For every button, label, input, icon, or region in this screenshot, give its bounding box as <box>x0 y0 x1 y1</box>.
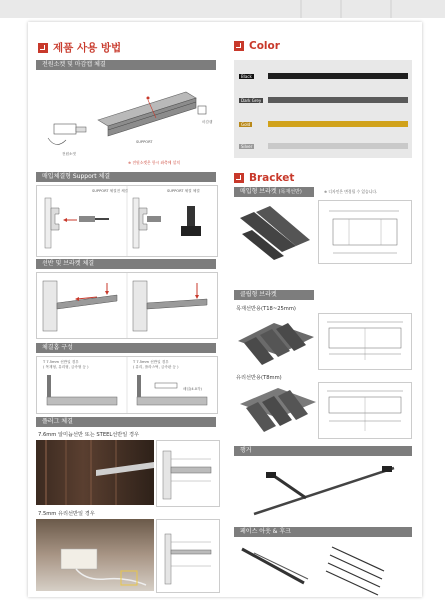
support-diagram <box>36 185 218 257</box>
section-bar-composition: 체결홈 구성 <box>36 343 216 353</box>
comp-left-sub: ( 목재형, 유리형, 금속형 등 ) <box>43 365 89 369</box>
plug-case-1: 7.6mm 알미늄선반 또는 STEEL선반일 경우 <box>38 432 139 438</box>
clip-glass-lines <box>319 383 411 438</box>
shelf-diagram <box>36 272 218 339</box>
faceout-hook-photo <box>234 539 412 597</box>
clip-wood-photo <box>234 313 318 365</box>
plug-diagram-1 <box>156 440 220 507</box>
plug-drawing-2 <box>157 520 219 592</box>
arrow-icon <box>234 173 244 183</box>
clip-wood-label: 목재선반용(T18~25mm) <box>236 306 296 312</box>
catalog-page <box>28 22 422 597</box>
color-swatch <box>268 97 408 103</box>
usage-heading <box>38 40 121 55</box>
support-right-label: SUPPORT 체결 체결 <box>167 189 200 193</box>
color-heading-text: Color <box>249 40 280 52</box>
composition-drawing <box>37 357 217 413</box>
insert-bracket-drawing <box>318 200 412 264</box>
color-label: Silver <box>241 144 253 149</box>
top-band <box>0 0 445 18</box>
support-left-label: SUPPORT 체결전 체결 <box>92 189 129 193</box>
section-bar-plug: 플러그 체결 <box>36 417 216 427</box>
shelf-bracket-drawing <box>37 273 217 338</box>
band-line <box>340 0 342 18</box>
color-label: Gold <box>241 122 251 127</box>
usage-heading-text: 제품 사용 방법 <box>53 42 122 54</box>
clip-glass-label: 유리선반용(T8mm) <box>236 375 282 381</box>
color-row-silver <box>234 138 412 160</box>
bracket-heading <box>234 172 294 184</box>
color-label: Dark Grey <box>241 98 262 103</box>
clip-wood-lines <box>319 314 411 369</box>
glass-photo <box>36 519 154 591</box>
band-line <box>390 0 392 18</box>
wood-grain <box>36 440 154 505</box>
faceout-bar: 페이스 아웃 & 후크 <box>234 527 412 537</box>
color-swatch-panel <box>234 60 412 158</box>
clip-bracket-bar: 클립형 브라켓 <box>234 290 314 300</box>
color-swatch <box>268 73 408 79</box>
socket-label: 전원소켓 <box>62 152 76 156</box>
color-row-black <box>234 66 412 88</box>
comp-right-note: 매입(4.0각) <box>183 387 202 391</box>
color-row-darkgrey <box>234 90 412 112</box>
clip-glass-drawing <box>318 382 412 439</box>
comp-right-title: T 7.5mm 선반일 경우 <box>133 360 169 364</box>
support-label: SUPPORT <box>136 140 153 144</box>
hanger-photo <box>234 458 412 520</box>
bracket-type1-suffix: (목재선반) <box>278 189 302 195</box>
color-swatch <box>268 143 408 149</box>
clip-wood-drawing <box>318 313 412 370</box>
design-change-note: ※ 디자인은 변경될 수 있습니다. <box>324 189 378 194</box>
plug-case-2: 7.5mm 유리선반일 경우 <box>38 511 95 517</box>
section-bar-support: 매입체결형 Support 체결 <box>36 172 216 182</box>
section-bar-shelf: 선반 및 브라켓 체결 <box>36 259 216 269</box>
cap-label: 마감캡 <box>202 120 213 124</box>
arrow-icon <box>38 43 48 53</box>
support-drawing <box>37 186 217 256</box>
comp-left-title: T 7.5mm 선반일 경우 <box>43 360 79 364</box>
insert-bracket-photo <box>236 200 316 260</box>
power-diagram <box>36 72 216 170</box>
comp-right-sub: ( 유리, 플라스틱, 금속판 등 ) <box>133 365 179 369</box>
section-bar-power: 전원소켓 및 마감캡 체결 <box>36 60 216 70</box>
color-heading <box>234 40 280 52</box>
arrow-icon <box>234 41 244 51</box>
insert-bracket-lines <box>319 201 411 263</box>
plug-diagram-2 <box>156 519 220 593</box>
bracket-heading-text: Bracket <box>249 172 295 184</box>
bracket-type1-title: 매입형 브라켓 <box>240 188 277 195</box>
bracket-type1-bar <box>234 187 314 197</box>
color-row-gold <box>234 114 412 136</box>
hanger-bar: 행거 <box>234 446 412 456</box>
band-line <box>300 0 302 18</box>
clip-glass-photo <box>234 382 318 434</box>
composition-diagram <box>36 356 218 414</box>
color-swatch <box>268 121 408 127</box>
socket-warning: ※ 전원소켓은 항시 좌측에 설치 <box>128 160 181 165</box>
plug-photo-1 <box>36 440 154 505</box>
color-label: Black <box>241 74 252 79</box>
plug-drawing-1 <box>157 441 219 506</box>
plug-photo-2 <box>36 519 154 591</box>
